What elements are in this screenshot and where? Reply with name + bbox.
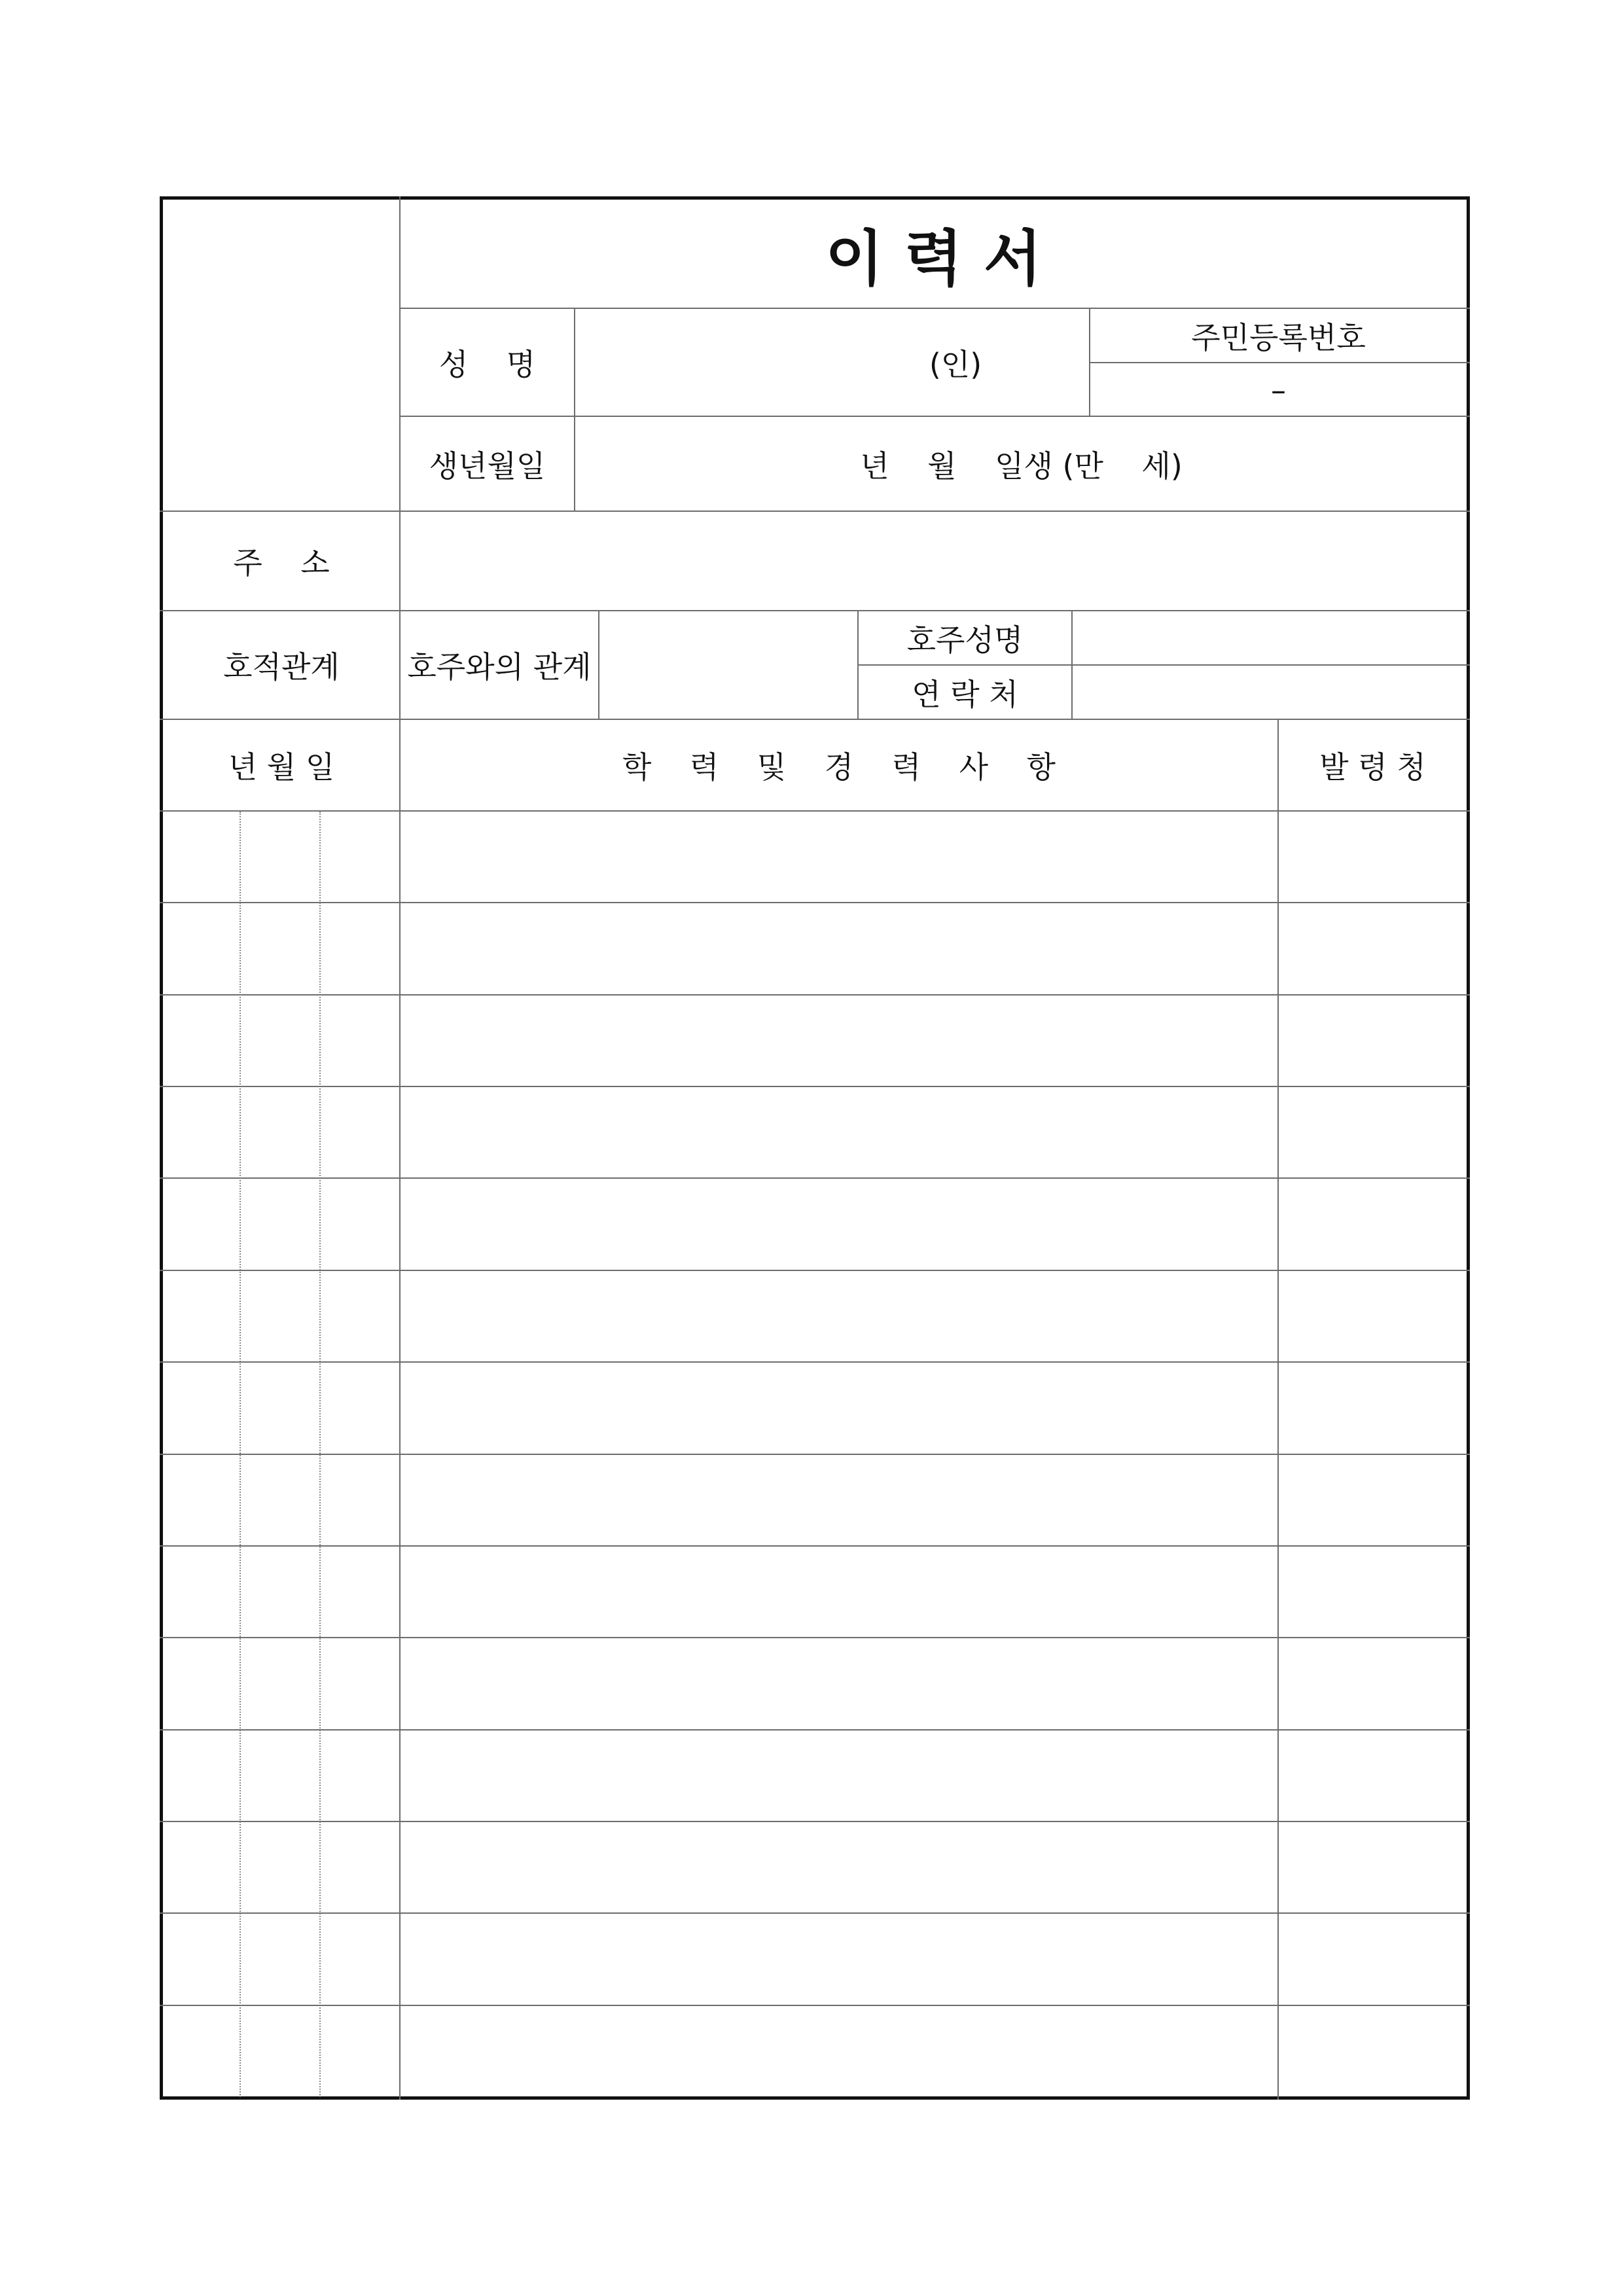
form-title: 이 력 서 bbox=[825, 223, 1042, 294]
history-issuer-cell[interactable] bbox=[1280, 1363, 1467, 1452]
address-label: 주 소 bbox=[233, 545, 330, 581]
divider bbox=[401, 308, 1470, 309]
history-issuer-cell[interactable] bbox=[1280, 1638, 1467, 1727]
family-label: 호적관계 bbox=[223, 649, 340, 685]
divider bbox=[857, 664, 1470, 666]
history-date-cell[interactable] bbox=[163, 1363, 400, 1452]
history-date-cell[interactable] bbox=[163, 1271, 400, 1360]
history-entry-cell[interactable] bbox=[402, 1914, 1276, 2003]
history-issuer-cell[interactable] bbox=[1280, 1271, 1467, 1360]
history-entry-cell[interactable] bbox=[402, 1638, 1276, 1727]
relation-label: 호주와의 관계 bbox=[407, 649, 592, 685]
divider bbox=[160, 511, 1470, 512]
history-issuer-cell[interactable] bbox=[1280, 903, 1467, 992]
contact-label: 연 락 처 bbox=[912, 676, 1018, 712]
history-issuer-cell[interactable] bbox=[1280, 1731, 1467, 1820]
history-entry-cell[interactable] bbox=[402, 996, 1276, 1085]
divider bbox=[401, 416, 1470, 417]
divider bbox=[1277, 719, 1279, 2100]
date-header: 년 월 일 bbox=[228, 749, 335, 785]
history-issuer-cell[interactable] bbox=[1280, 2006, 1467, 2095]
history-entry-cell[interactable] bbox=[402, 2006, 1276, 2095]
history-issuer-cell[interactable] bbox=[1280, 1455, 1467, 1544]
history-entry-cell[interactable] bbox=[402, 1087, 1276, 1176]
divider bbox=[1089, 308, 1090, 417]
divider bbox=[160, 719, 1470, 720]
seal-label: (인) bbox=[929, 346, 982, 382]
history-date-cell[interactable] bbox=[163, 1087, 400, 1176]
photo-area[interactable] bbox=[163, 200, 400, 511]
history-date-cell[interactable] bbox=[163, 1179, 400, 1268]
history-entry-cell[interactable] bbox=[402, 1547, 1276, 1636]
rrn-input[interactable]: – bbox=[1271, 372, 1286, 408]
history-date-cell[interactable] bbox=[163, 1914, 400, 2003]
history-date-cell[interactable] bbox=[163, 2006, 400, 2095]
birth-label: 생년월일 bbox=[429, 448, 546, 484]
history-date-cell[interactable] bbox=[163, 1822, 400, 1911]
history-date-cell[interactable] bbox=[163, 996, 400, 1085]
contact-input[interactable] bbox=[1073, 667, 1467, 718]
head-name-input[interactable] bbox=[1073, 613, 1467, 664]
name-label: 성 명 bbox=[438, 346, 536, 382]
history-issuer-cell[interactable] bbox=[1280, 812, 1467, 901]
divider bbox=[1089, 362, 1470, 363]
history-entry-cell[interactable] bbox=[402, 1363, 1276, 1452]
relation-input[interactable] bbox=[599, 613, 857, 717]
address-input[interactable] bbox=[402, 513, 1467, 609]
history-entry-cell[interactable] bbox=[402, 1271, 1276, 1360]
history-entry-cell[interactable] bbox=[402, 1455, 1276, 1544]
history-issuer-cell[interactable] bbox=[1280, 1547, 1467, 1636]
history-issuer-cell[interactable] bbox=[1280, 1087, 1467, 1176]
divider bbox=[574, 308, 575, 512]
history-date-cell[interactable] bbox=[163, 903, 400, 992]
history-date-cell[interactable] bbox=[163, 812, 400, 901]
history-issuer-cell[interactable] bbox=[1280, 1822, 1467, 1911]
head-name-label: 호주성명 bbox=[906, 622, 1024, 658]
history-date-cell[interactable] bbox=[163, 1455, 400, 1544]
history-entry-cell[interactable] bbox=[402, 1179, 1276, 1268]
name-input[interactable] bbox=[576, 310, 942, 415]
divider bbox=[857, 610, 859, 720]
history-issuer-cell[interactable] bbox=[1280, 996, 1467, 1085]
history-date-cell[interactable] bbox=[163, 1731, 400, 1820]
history-entry-cell[interactable] bbox=[402, 903, 1276, 992]
history-entry-cell[interactable] bbox=[402, 812, 1276, 901]
history-header: 학 력 및 경 력 사 항 bbox=[622, 749, 1056, 785]
birth-field[interactable]: 년 월 일생 (만 세) bbox=[860, 448, 1183, 484]
divider bbox=[598, 610, 599, 720]
history-issuer-cell[interactable] bbox=[1280, 1914, 1467, 2003]
history-entry-cell[interactable] bbox=[402, 1822, 1276, 1911]
history-date-cell[interactable] bbox=[163, 1547, 400, 1636]
history-issuer-cell[interactable] bbox=[1280, 1179, 1467, 1268]
history-date-cell[interactable] bbox=[163, 1638, 400, 1727]
rrn-label: 주민등록번호 bbox=[1191, 320, 1366, 355]
divider bbox=[1071, 610, 1073, 720]
issuer-header: 발 령 청 bbox=[1319, 749, 1426, 785]
divider bbox=[160, 610, 1470, 611]
history-entry-cell[interactable] bbox=[402, 1731, 1276, 1820]
